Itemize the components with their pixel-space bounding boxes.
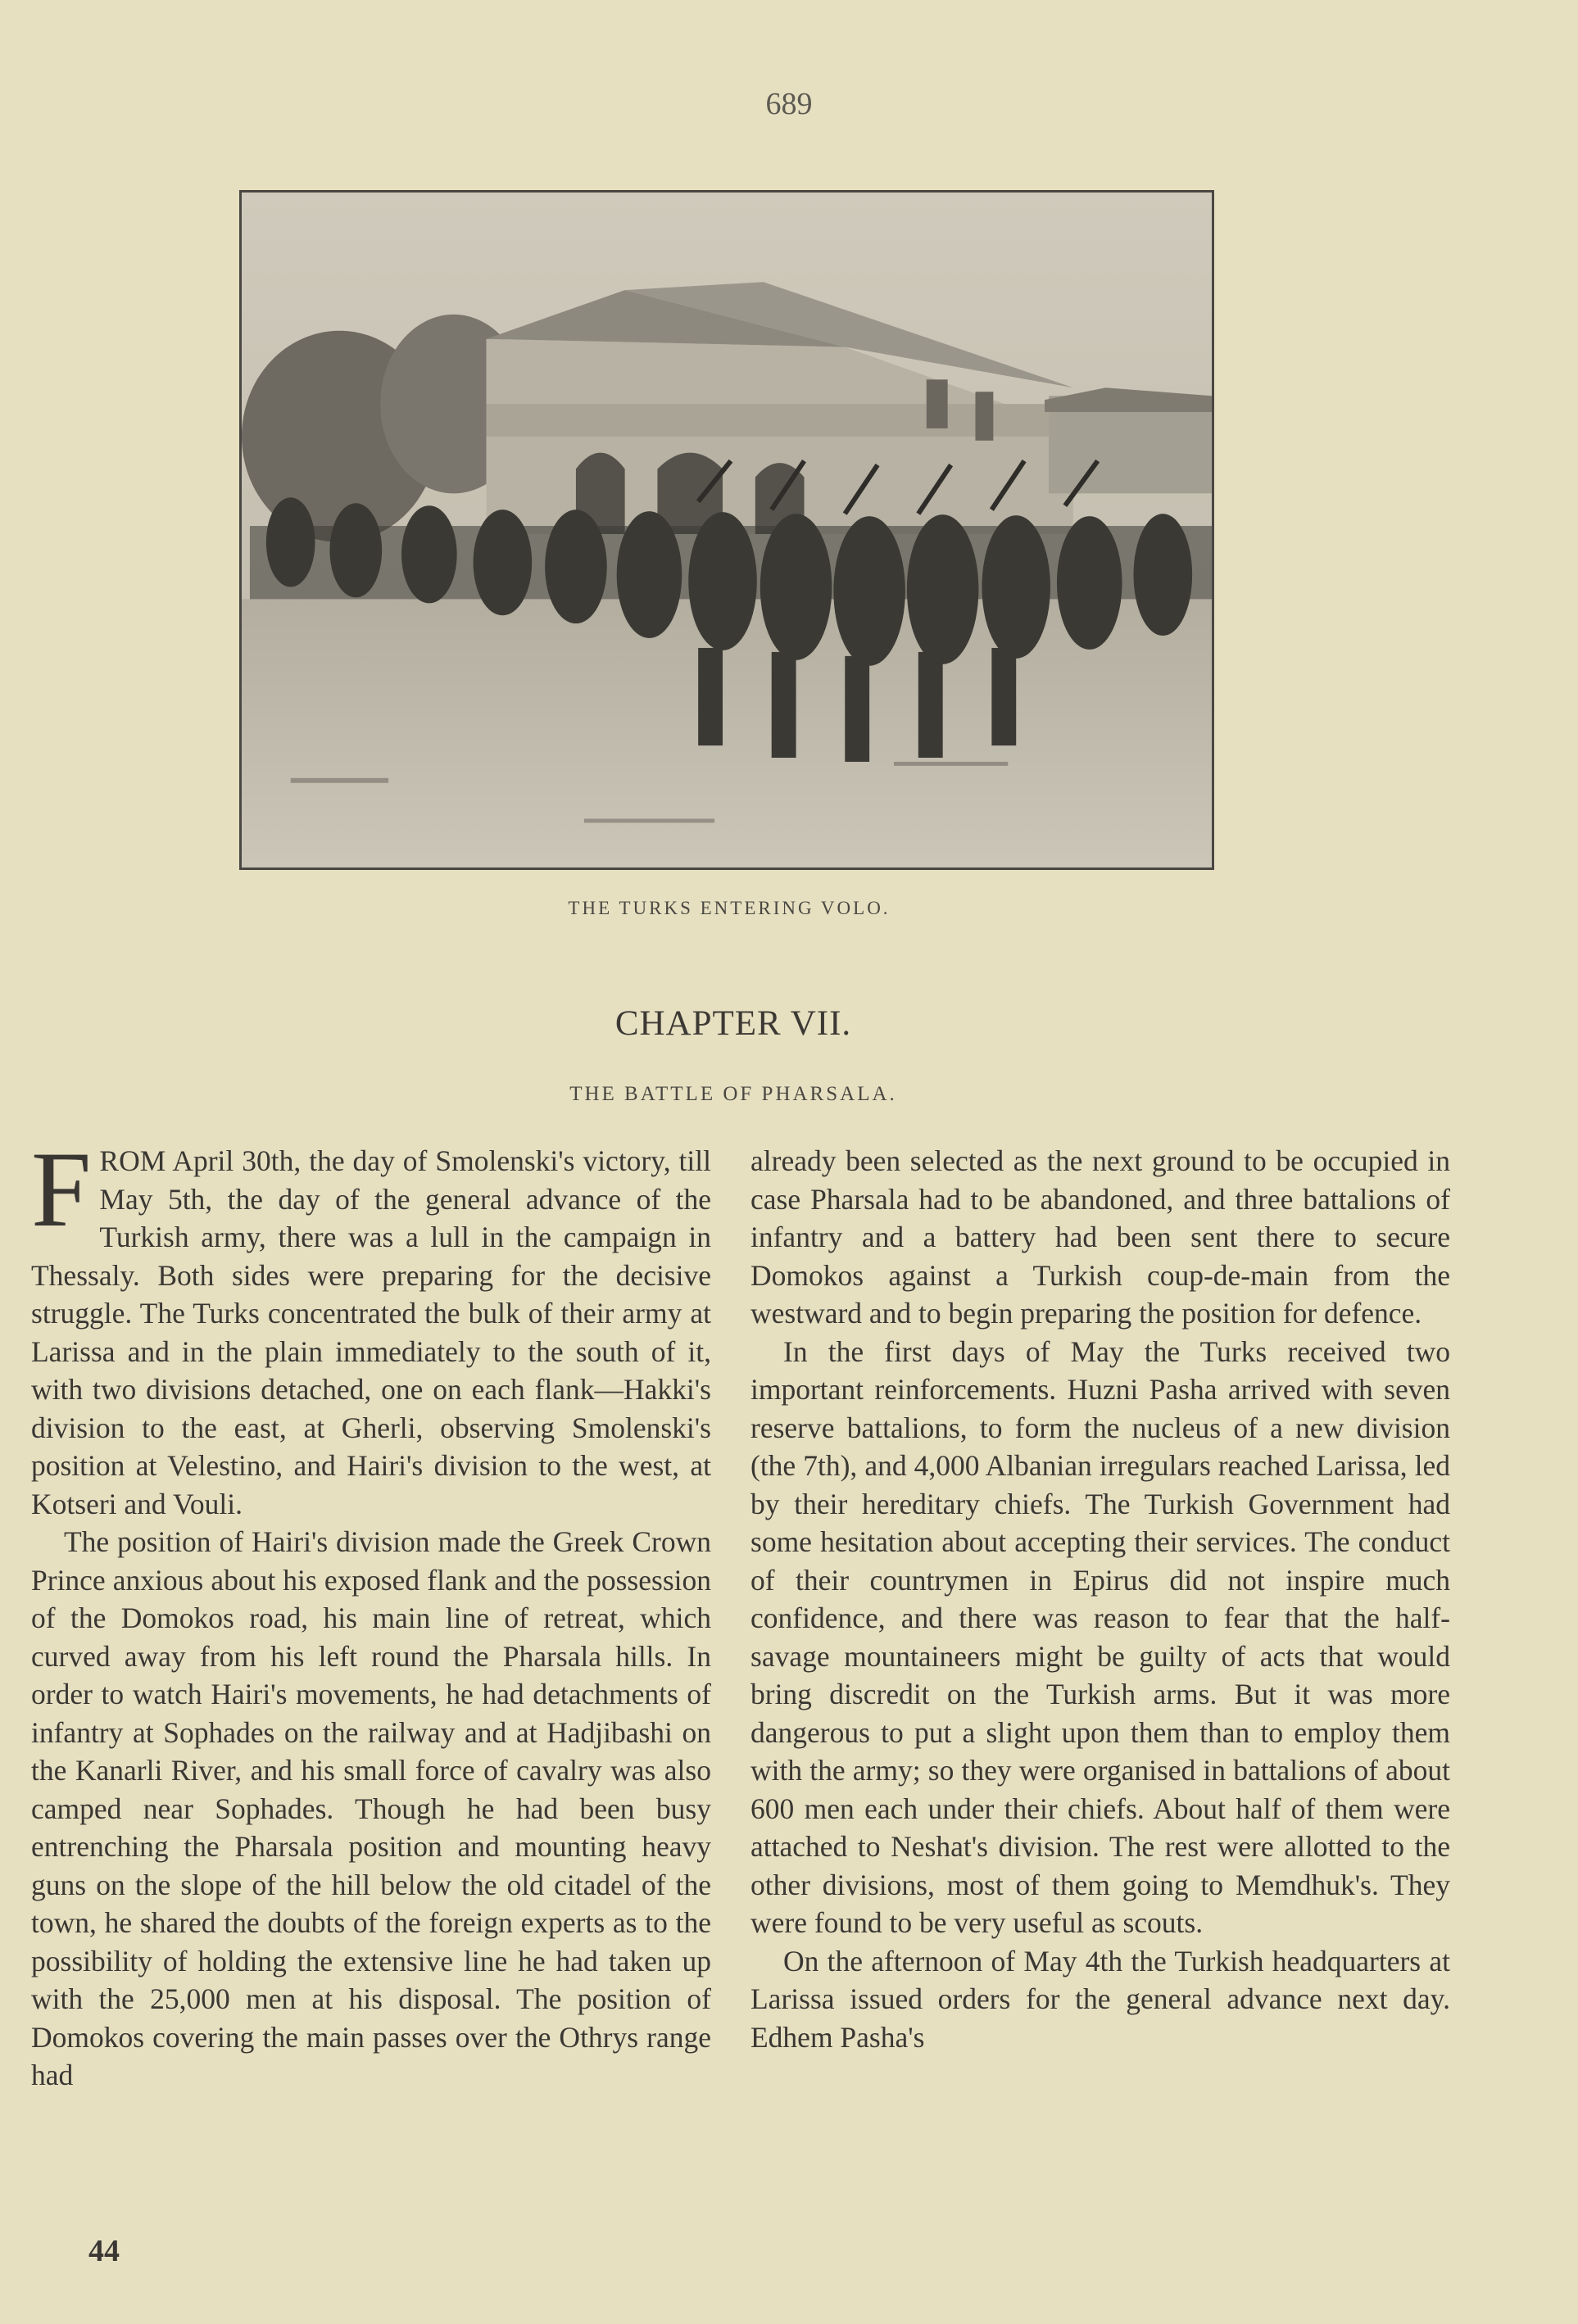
right-column (750, 1142, 1450, 2056)
soldiers-marching-photo (242, 193, 1212, 868)
chapter-subtitle: THE BATTLE OF PHARSALA. (569, 1083, 897, 1105)
chapter-title: CHAPTER VII. (614, 1004, 852, 1043)
left-column (31, 1129, 711, 2095)
signature-mark: 44 (88, 2234, 120, 2268)
paragraph: The position of Hairi's division made the Greek Crown Prince anxious about his exposed flank and the possession of the Domokos road, his main line of retreat, which curved away from his left round the Pharsala hills. In order to watch Hairi's movements, he had detachments of infantry at Sophades on the railway and at Hadjibashi on the Kanarli River, and his small force of cavalry was also camped near Sophades. Though he had been busy entrenching the Pharsala position and mounting heavy guns on the slope of the hill below the old citadel of the town, he shared the doubts of the foreign experts as to the possibility of holding the extensive line he had taken up with the 25,000 men at his disposal. The position of Domokos covering the main passes over the Othrys range had (31, 1525, 711, 2091)
paragraph: already been selected as the next ground to be occupied in case Pharsala had to be abandoned, and three battalions of infantry and a battery had been sent there to secure Domokos against a Turkish coup-de-main from the westward and to begin preparing the position for defence. (750, 1144, 1450, 1330)
drop-cap: F (31, 1129, 92, 1249)
paragraph (31, 1129, 711, 1523)
paragraph: On the afternoon of May 4th the Turkish headquarters at Larissa issued orders for the general advance next day. Edhem Pasha's (750, 1944, 1450, 2054)
photograph (239, 190, 1214, 870)
paragraph: In the first days of May the Turks received two important reinforcements. Huzni Pasha arrived with seven reserve battalions, to form the nucleus of a new division (the 7th), and 4,000 Albanian irregulars reached Larissa, led by their hereditary chiefs. The Turkish Government had some hesitation about accepting their services. The conduct of their countrymen in Epirus did not inspire much confidence, and there was reason to fear that the half-savage mountaineers might be guilty of acts that would bring discredit on the Turkish arms. But it was more dangerous to put a slight upon them than to employ them with the army; so they were organised in battalions of about 600 men each under their chiefs. About half of them were attached to Neshat's division. The rest were allotted to the other divisions, most of them going to Memdhuk's. They were found to be very useful as scouts. (750, 1334, 1450, 1939)
paragraph-text: ROM April 30th, the day of Smolenski's victory, till May 5th, the day of the general advance of the Turkish army, there was a lull in the campaign in Thessaly. Both sides were preparing for the decisive struggle. The Turks concentrated the bulk of their army at Larissa and in the plain immediately to the south of it, with two divisions detached, one on each flank—Hakki's division to the east, at Gherli, observing Smolenski's position at Velestino, and Hairi's division to the west, at Kotseri and Vouli. (31, 1144, 711, 1520)
page-number: 689 (765, 87, 813, 121)
figure-caption: THE TURKS ENTERING VOLO. (568, 898, 891, 918)
